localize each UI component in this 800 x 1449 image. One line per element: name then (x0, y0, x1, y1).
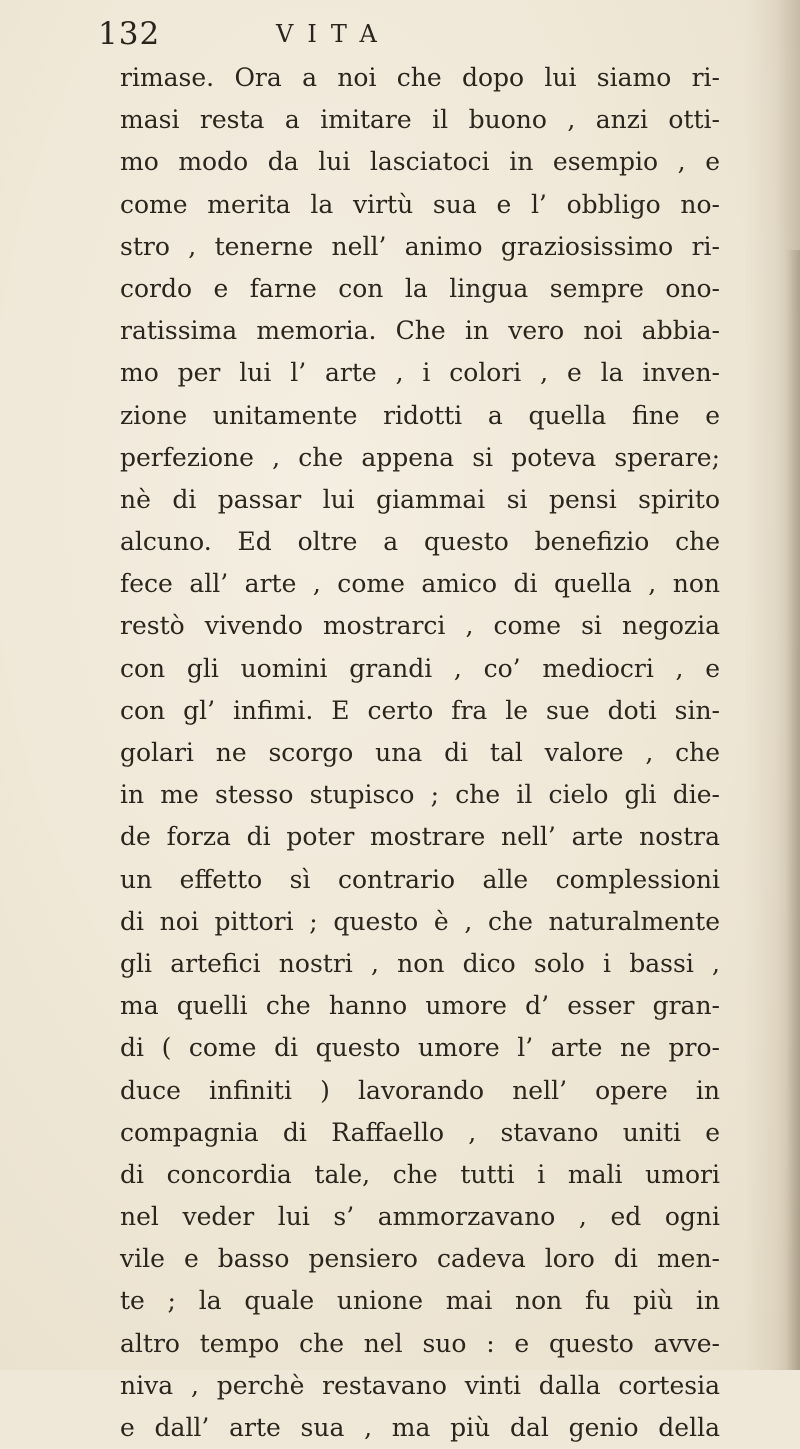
text-line: con gli uomini grandi , co’ mediocri , e (120, 653, 720, 683)
body-text (120, 57, 720, 1449)
text-line: compagnia di Raffaello , stavano uniti e (120, 1117, 720, 1147)
text-line: alcuno. Ed oltre a questo benefizio che (120, 527, 720, 557)
text-line: gli artefici nostri , non dico solo i bassi , (120, 948, 720, 978)
text-line: golari ne scorgo una di tal valore , che (120, 738, 720, 767)
text-line: stro , tenerne nell’ animo graziosissimo ri- (120, 231, 720, 261)
text-line: mo per lui l’ arte , i colori , e la inven- (120, 358, 720, 388)
text-line: di noi pittori ; questo è , che naturalmente (120, 906, 720, 936)
text-line: un effetto sì contrario alle complessioni (120, 864, 720, 894)
page-number: 132 (98, 16, 161, 52)
text-line: masi resta a imitare il buono , anzi otti- (120, 105, 720, 135)
text-line: restò vivendo mostrarci , come si negozia (120, 611, 720, 641)
text-line: de forza di poter mostrare nell’ arte nostra (120, 822, 720, 852)
text-line: cordo e farne con la lingua sempre ono- (120, 273, 720, 303)
running-head: VITA (276, 20, 391, 48)
text-line: fece all’ arte , come amico di quella , non (120, 569, 720, 599)
text-line: altro tempo che nel suo : e questo avve- (120, 1328, 720, 1358)
text-line: perfezione , che appena si poteva sperare; (120, 442, 720, 472)
text-line: te ; la quale unione mai non fu più in (120, 1286, 720, 1316)
text-line: in me stesso stupisco ; che il cielo gli die- (120, 780, 720, 810)
text-line: di ( come di questo umore l’ arte ne pro- (120, 1033, 720, 1063)
text-line: con gl’ infimi. E certo fra le sue doti sin- (120, 695, 720, 725)
text-line: di concordia tale, che tutti i mali umori (120, 1159, 720, 1189)
text-line: rimase. Ora a noi che dopo lui siamo ri- (120, 63, 720, 92)
text-line: nè di passar lui giammai si pensi spirito (120, 484, 720, 514)
text-line: zione unitamente ridotti a quella fine e (120, 400, 720, 430)
text-line: ratissima memoria. Che in vero noi abbia- (120, 316, 720, 346)
text-line: e dall’ arte sua , ma più dal genio della (120, 1413, 720, 1442)
text-line: nel veder lui s’ ammorzavano , ed ogni (120, 1202, 720, 1232)
text-line: duce infiniti ) lavorando nell’ opere in (120, 1075, 720, 1105)
page-edge-shadow (786, 250, 800, 1370)
text-line: mo modo da lui lasciatoci in esempio , e (120, 147, 720, 177)
text-line: vile e basso pensiero cadeva loro di men- (120, 1244, 720, 1274)
text-line: niva , perchè restavano vinti dalla cortesia (120, 1370, 720, 1400)
text-line: come merita la virtù sua e l’ obbligo no- (120, 189, 720, 219)
text-line: ma quelli che hanno umore d’ esser gran- (120, 991, 720, 1021)
